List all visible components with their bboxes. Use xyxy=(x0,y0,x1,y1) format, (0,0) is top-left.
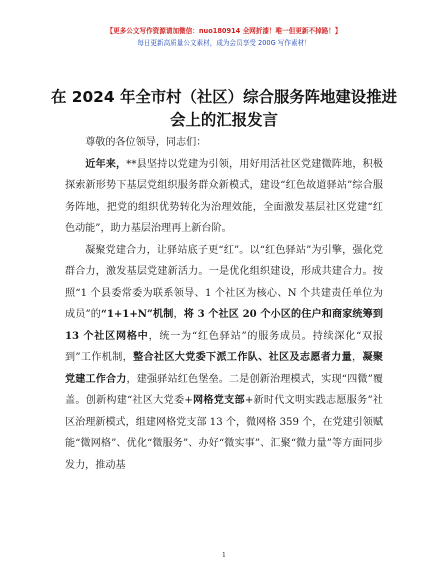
p2-text-2: ， xyxy=(173,309,184,320)
promo-line-1: 【更多公文写作资源请加微信：nuo180914 全网折漆！唯一但更新不掉路！】 xyxy=(106,27,342,35)
paragraph-1 xyxy=(65,154,383,240)
p2-bold-5: 网格党支部 xyxy=(192,395,245,406)
page-number: 1 xyxy=(221,551,227,559)
p2-bold-4: 凝聚党建工作合力 xyxy=(65,352,384,385)
p2-text-4: ， xyxy=(352,352,363,363)
p2-text-3: ，统一为“红色驿站”的服务成员。持续深化“双报到”工作机制， xyxy=(65,330,383,363)
paragraph-1-text: **县坚持以党建为引领，用好用活社区党建微阵地，积极探索新形势下基层党组织服务群众新模式，建设“红色故道驿站”综合服务阵地，把党的组织优势转化为治理效能，全面激发基层社区党建“红色动能”，助力基层治理再上新台阶。 xyxy=(65,158,384,234)
p2-text-5: ，建强驿站红色堡垒。二是创新治理模式，实现“四微”覆盖。创新构建“社区大党委+ xyxy=(65,373,384,406)
promo-line-2: 每日更新高质量公文素材，成为会员享受 200G 写作素材！ xyxy=(137,39,311,47)
p2-text-6: +新时代文明实践志愿服务”社区治理新模式，组建网格党支部 13 个，微网格 359 个，在党建引领赋能“微网格”、优化“微服务”、办好“微实事”、汇聚“微力量”等方面同步发力，推动基 xyxy=(65,395,383,471)
p2-bold-2: 将 3 个社区 20 个小区的住户和商家统筹到 13 个社区网格中 xyxy=(65,309,383,342)
salutation: 尊敬的各位领导，同志们： xyxy=(85,137,207,148)
document-title: 在 2024 年全市村（社区）综合服务阵地建设推进会上的汇报发言 xyxy=(51,88,397,129)
p2-bold-1: “1+1+N”机制 xyxy=(101,309,174,320)
paragraph-2 xyxy=(65,240,383,477)
p2-text-1: 凝聚党建合力，让驿站底子更“红”。以“红色驿站”为引擎，强化党群合力，激发基层党建新活力。一是优化组织建设，形成共建合力。按照“1 个县委常委为联系领导、1 个社区为核心、N 个共建责任单位为成员”的 xyxy=(65,244,383,320)
paragraph-1-lead: 近年来， xyxy=(85,158,127,170)
promo-banner xyxy=(0,25,448,49)
document-body xyxy=(65,132,383,476)
p2-bold-3: 整合社区大党委下派工作队、社区及志愿者力量 xyxy=(133,352,353,363)
